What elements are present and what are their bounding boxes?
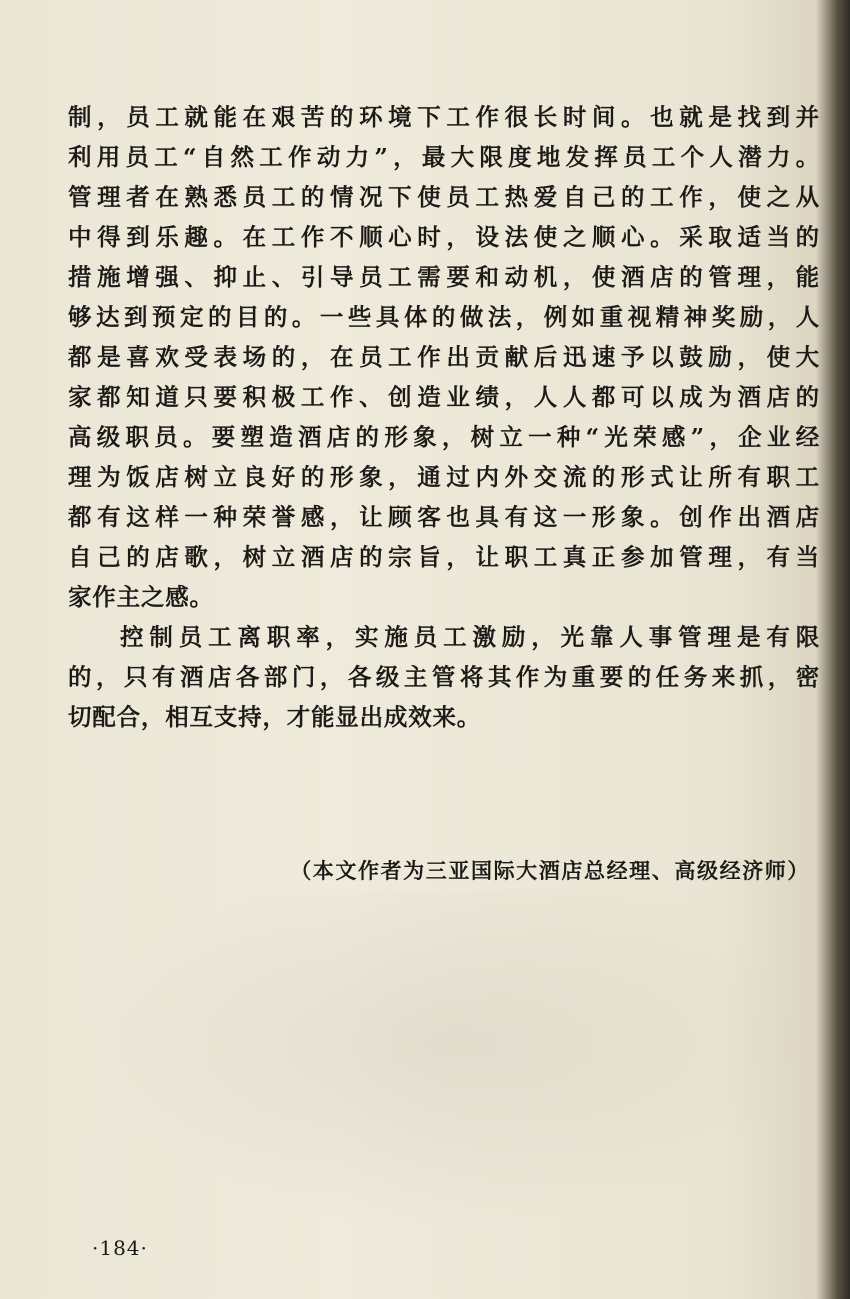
paragraph-1: [68, 97, 820, 617]
text-line: 管理者在熟悉员工的情况下使员工热爱自己的工作，使之从: [68, 183, 820, 211]
text-line: 控制员工离职率，实施员工激励，光靠人事管理是有限: [120, 623, 820, 651]
text-line: 都是喜欢受表场的，在员工作出贡献后迅速予以鼓励，使大: [68, 343, 820, 371]
text-line: 都有这样一种荣誉感，让顾客也具有这一形象。创作出酒店: [68, 503, 820, 531]
text-line: 中得到乐趣。在工作不顺心时，设法使之顺心。采取适当的: [68, 223, 820, 251]
text-line: 家都知道只要积极工作、创造业绩，人人都可以成为酒店的: [68, 383, 820, 411]
text-line: 够达到预定的目的。一些具体的做法，例如重视精神奖励，人: [68, 303, 820, 331]
show-through-text: [90, 890, 810, 1230]
text-line: 切配合，相互支持，才能显出成效来。: [68, 703, 482, 731]
text-line: 家作主之感。: [68, 583, 214, 611]
text-line: 制，员工就能在艰苦的环境下工作很长时间。也就是找到并: [68, 103, 820, 131]
text-line: 高级职员。要塑造酒店的形象，树立一种“光荣感”，企业经: [68, 423, 820, 451]
text-line: 利用员工“自然工作动力”，最大限度地发挥员工个人潜力。: [68, 143, 820, 171]
paragraph-2: [68, 617, 820, 737]
text-line: 的，只有酒店各部门，各级主管将其作为重要的任务来抓，密: [68, 663, 820, 691]
author-byline: （本文作者为三亚国际大酒店总经理、高级经济师）: [290, 858, 810, 883]
text-line: 自己的店歌，树立酒店的宗旨，让职工真正参加管理，有当: [68, 543, 820, 571]
text-line: 措施增强、抑止、引导员工需要和动机，使酒店的管理，能: [68, 263, 820, 291]
text-line: 理为饭店树立良好的形象，通过内外交流的形式让所有职工: [68, 463, 820, 491]
body-text: [68, 97, 820, 737]
page-number: ·184·: [92, 1236, 148, 1260]
